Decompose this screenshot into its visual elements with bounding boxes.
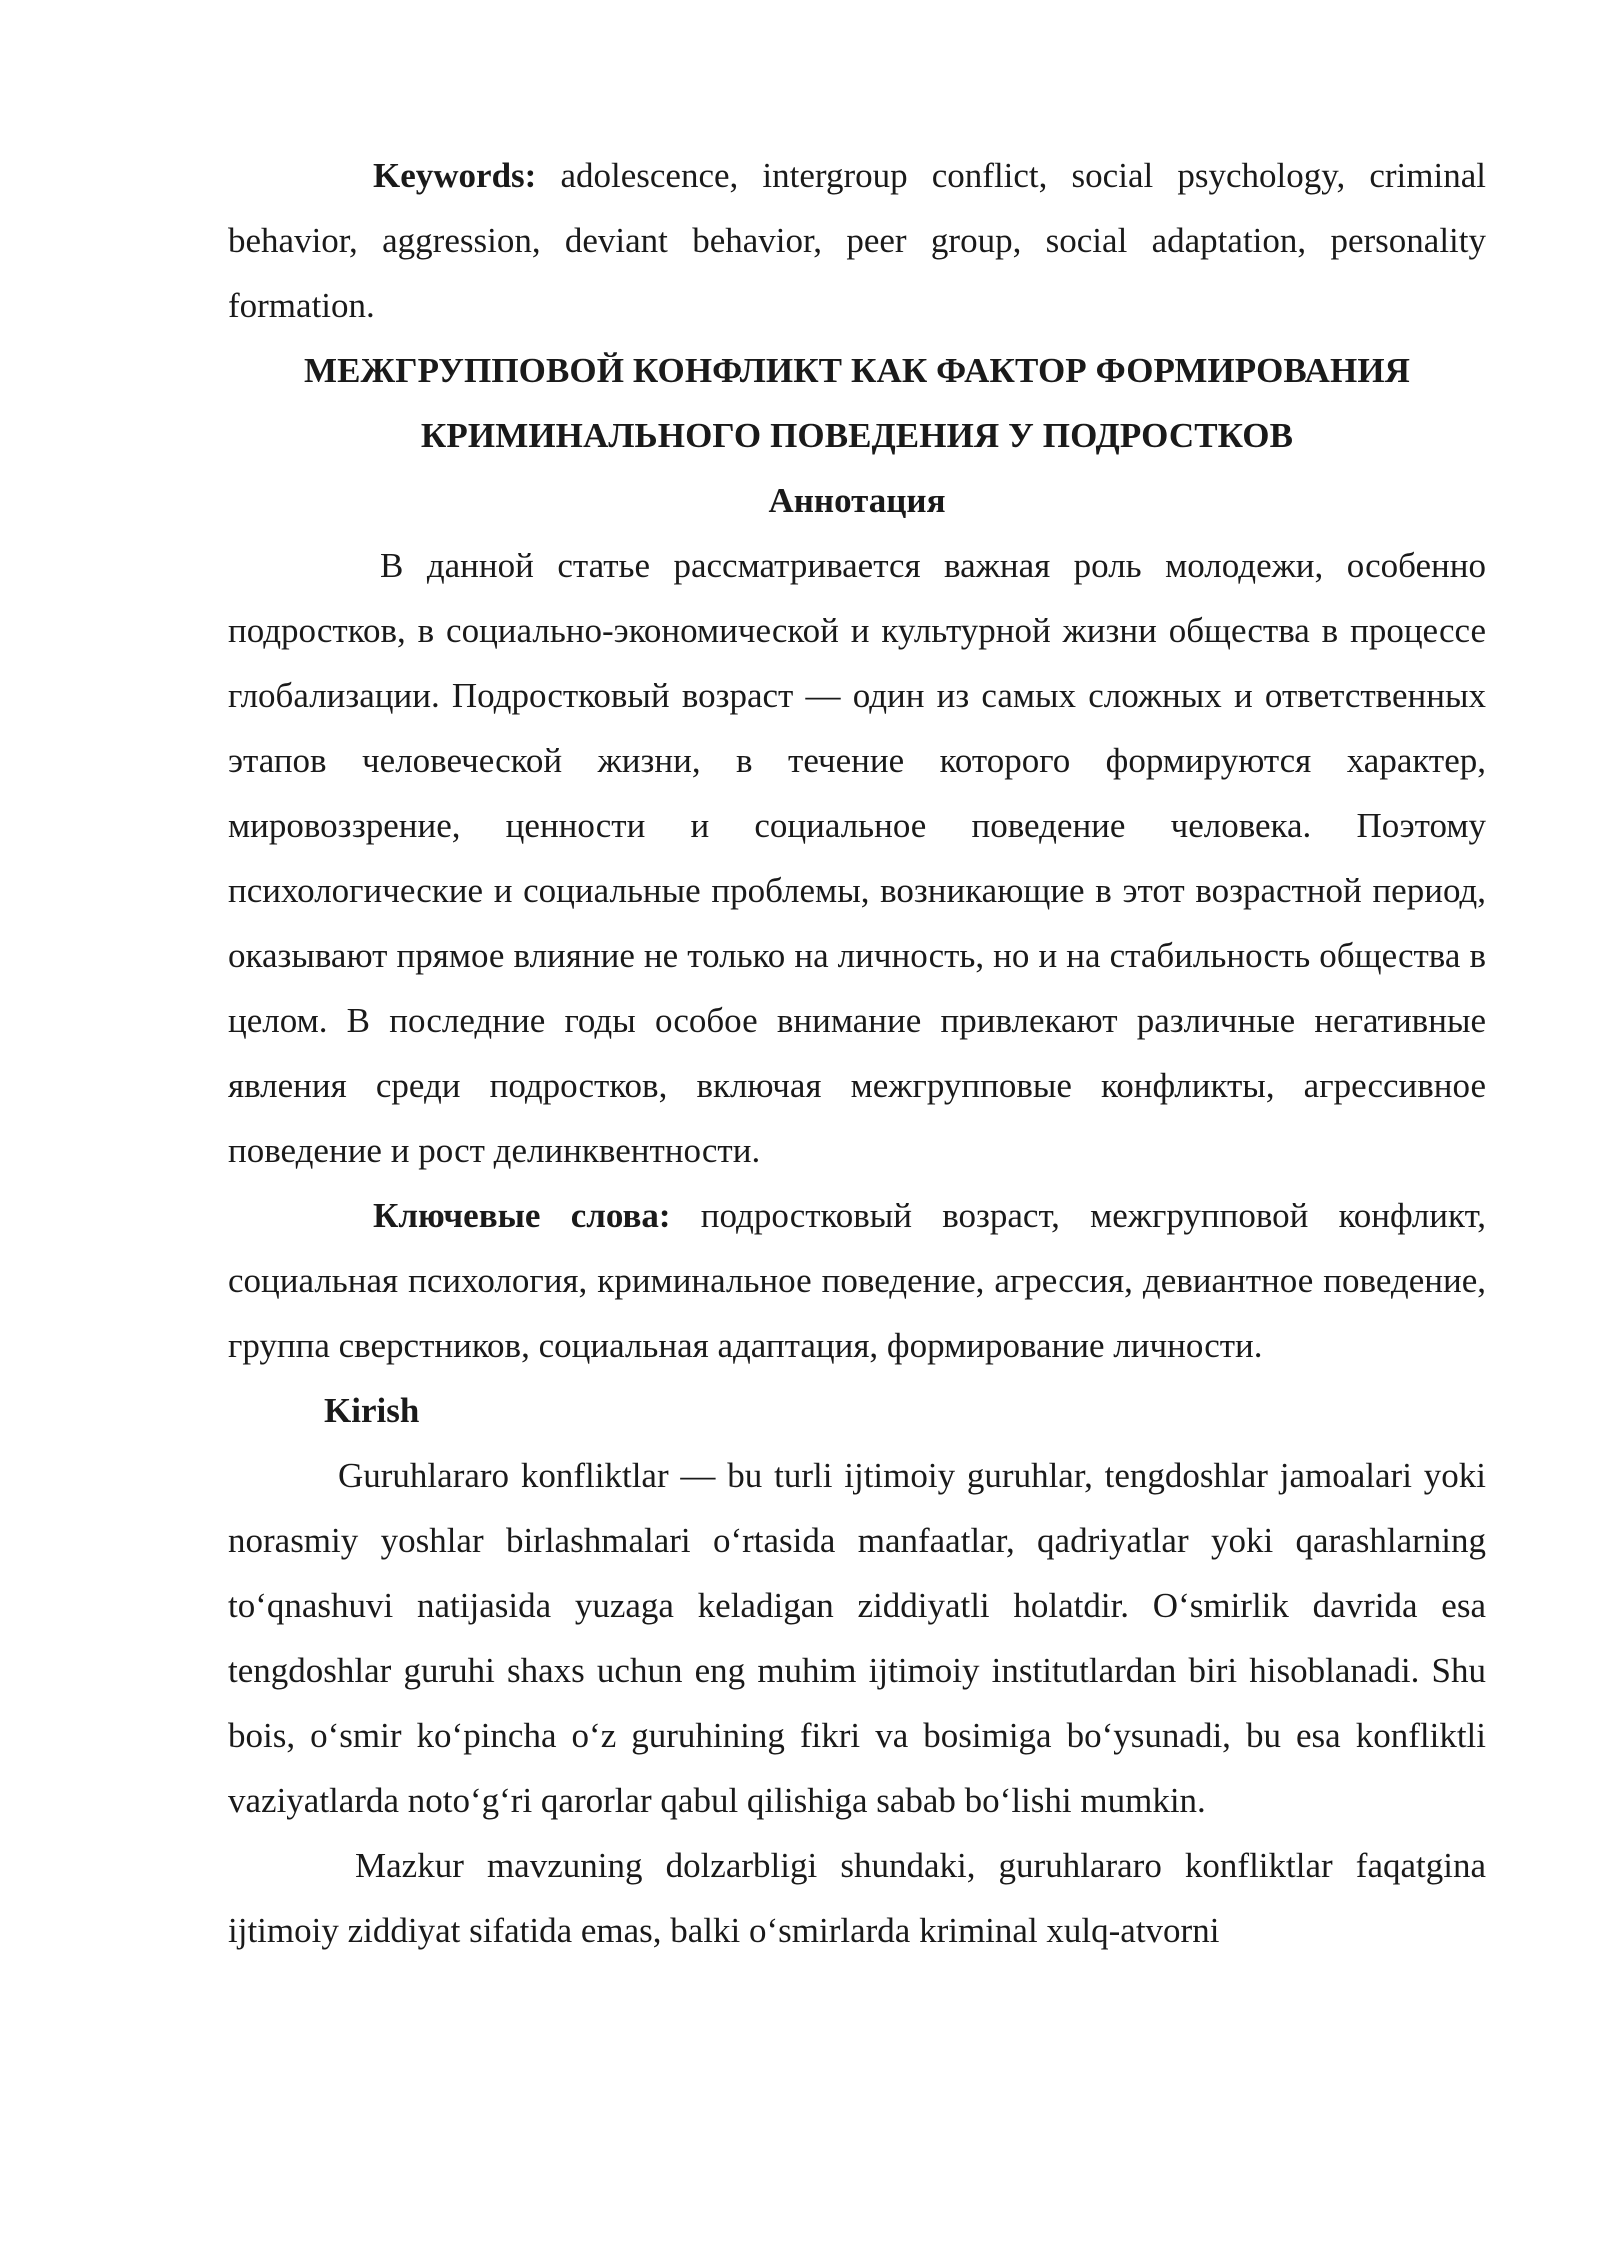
document-page: [228, 143, 1486, 1963]
russian-keywords-text: подростковый возраст, межгрупповой конфликт, социальная психология, криминальное поведение, агрессия, девиантное поведение, группа сверстников, социальная адаптация, формирование личности.: [228, 1196, 1486, 1365]
annotation-paragraph: В данной статье рассматривается важная роль молодежи, особенно подростков, в социально-экономической и культурной жизни общества в процессе глобализации. Подростковый возраст — один из самых сложных и ответственных этапов человеческой жизни, в течение которого формируются характер, мировоззрение, ценности и социальное поведение человека. Поэтому психологические и социальные проблемы, возникающие в этот возрастной период, оказывают прямое влияние не только на личность, но и на стабильность общества в целом. В последние годы особое внимание привлекают различные негативные явления среди подростков, включая межгрупповые конфликты, агрессивное поведение и рост делинквентности.: [228, 546, 1486, 1170]
russian-keywords-paragraph: [228, 1183, 1486, 1378]
intro-heading: Kirish: [324, 1391, 420, 1430]
english-keywords-text: adolescence, intergroup conflict, social psychology, criminal behavior, aggression, deviant behavior, peer group, social adaptation, personality formation.: [228, 156, 1486, 325]
russian-title-line2: КРИМИНАЛЬНОГО ПОВЕДЕНИЯ У ПОДРОСТКОВ: [420, 416, 1294, 455]
annotation-heading: Аннотация: [768, 481, 946, 520]
english-keywords-label: Keywords:: [373, 156, 537, 195]
english-keywords-paragraph: [228, 143, 1486, 338]
russian-keywords-label: Ключевые слова:: [373, 1196, 671, 1235]
intro-paragraph-1: Guruhlararo konfliktlar — bu turli ijtimoiy guruhlar, tengdoshlar jamoalari yoki norasmiy yoshlar birlashmalari oʻrtasida manfaatlar, qadriyatlar yoki qarashlarning toʻqnashuvi natijasida yuzaga keladigan ziddiyatli holatdir. Oʻsmirlik davrida esa tengdoshlar guruhi shaxs uchun eng muhim ijtimoiy institutlardan biri hisoblanadi. Shu bois, oʻsmir koʻpincha oʻz guruhining fikri va bosimiga boʻysunadi, bu esa konfliktli vaziyatlarda notoʻgʻri qarorlar qabul qilishiga sabab boʻlishi mumkin.: [228, 1456, 1486, 1820]
intro-paragraph-2: Mazkur mavzuning dolzarbligi shundaki, guruhlararo konfliktlar faqatgina ijtimoiy ziddiyat sifatida emas, balki oʻsmirlarda kriminal xulq-atvorni: [228, 1846, 1486, 1950]
russian-title-line1: МЕЖГРУППОВОЙ КОНФЛИКТ КАК ФАКТОР ФОРМИРОВАНИЯ: [303, 351, 1411, 390]
